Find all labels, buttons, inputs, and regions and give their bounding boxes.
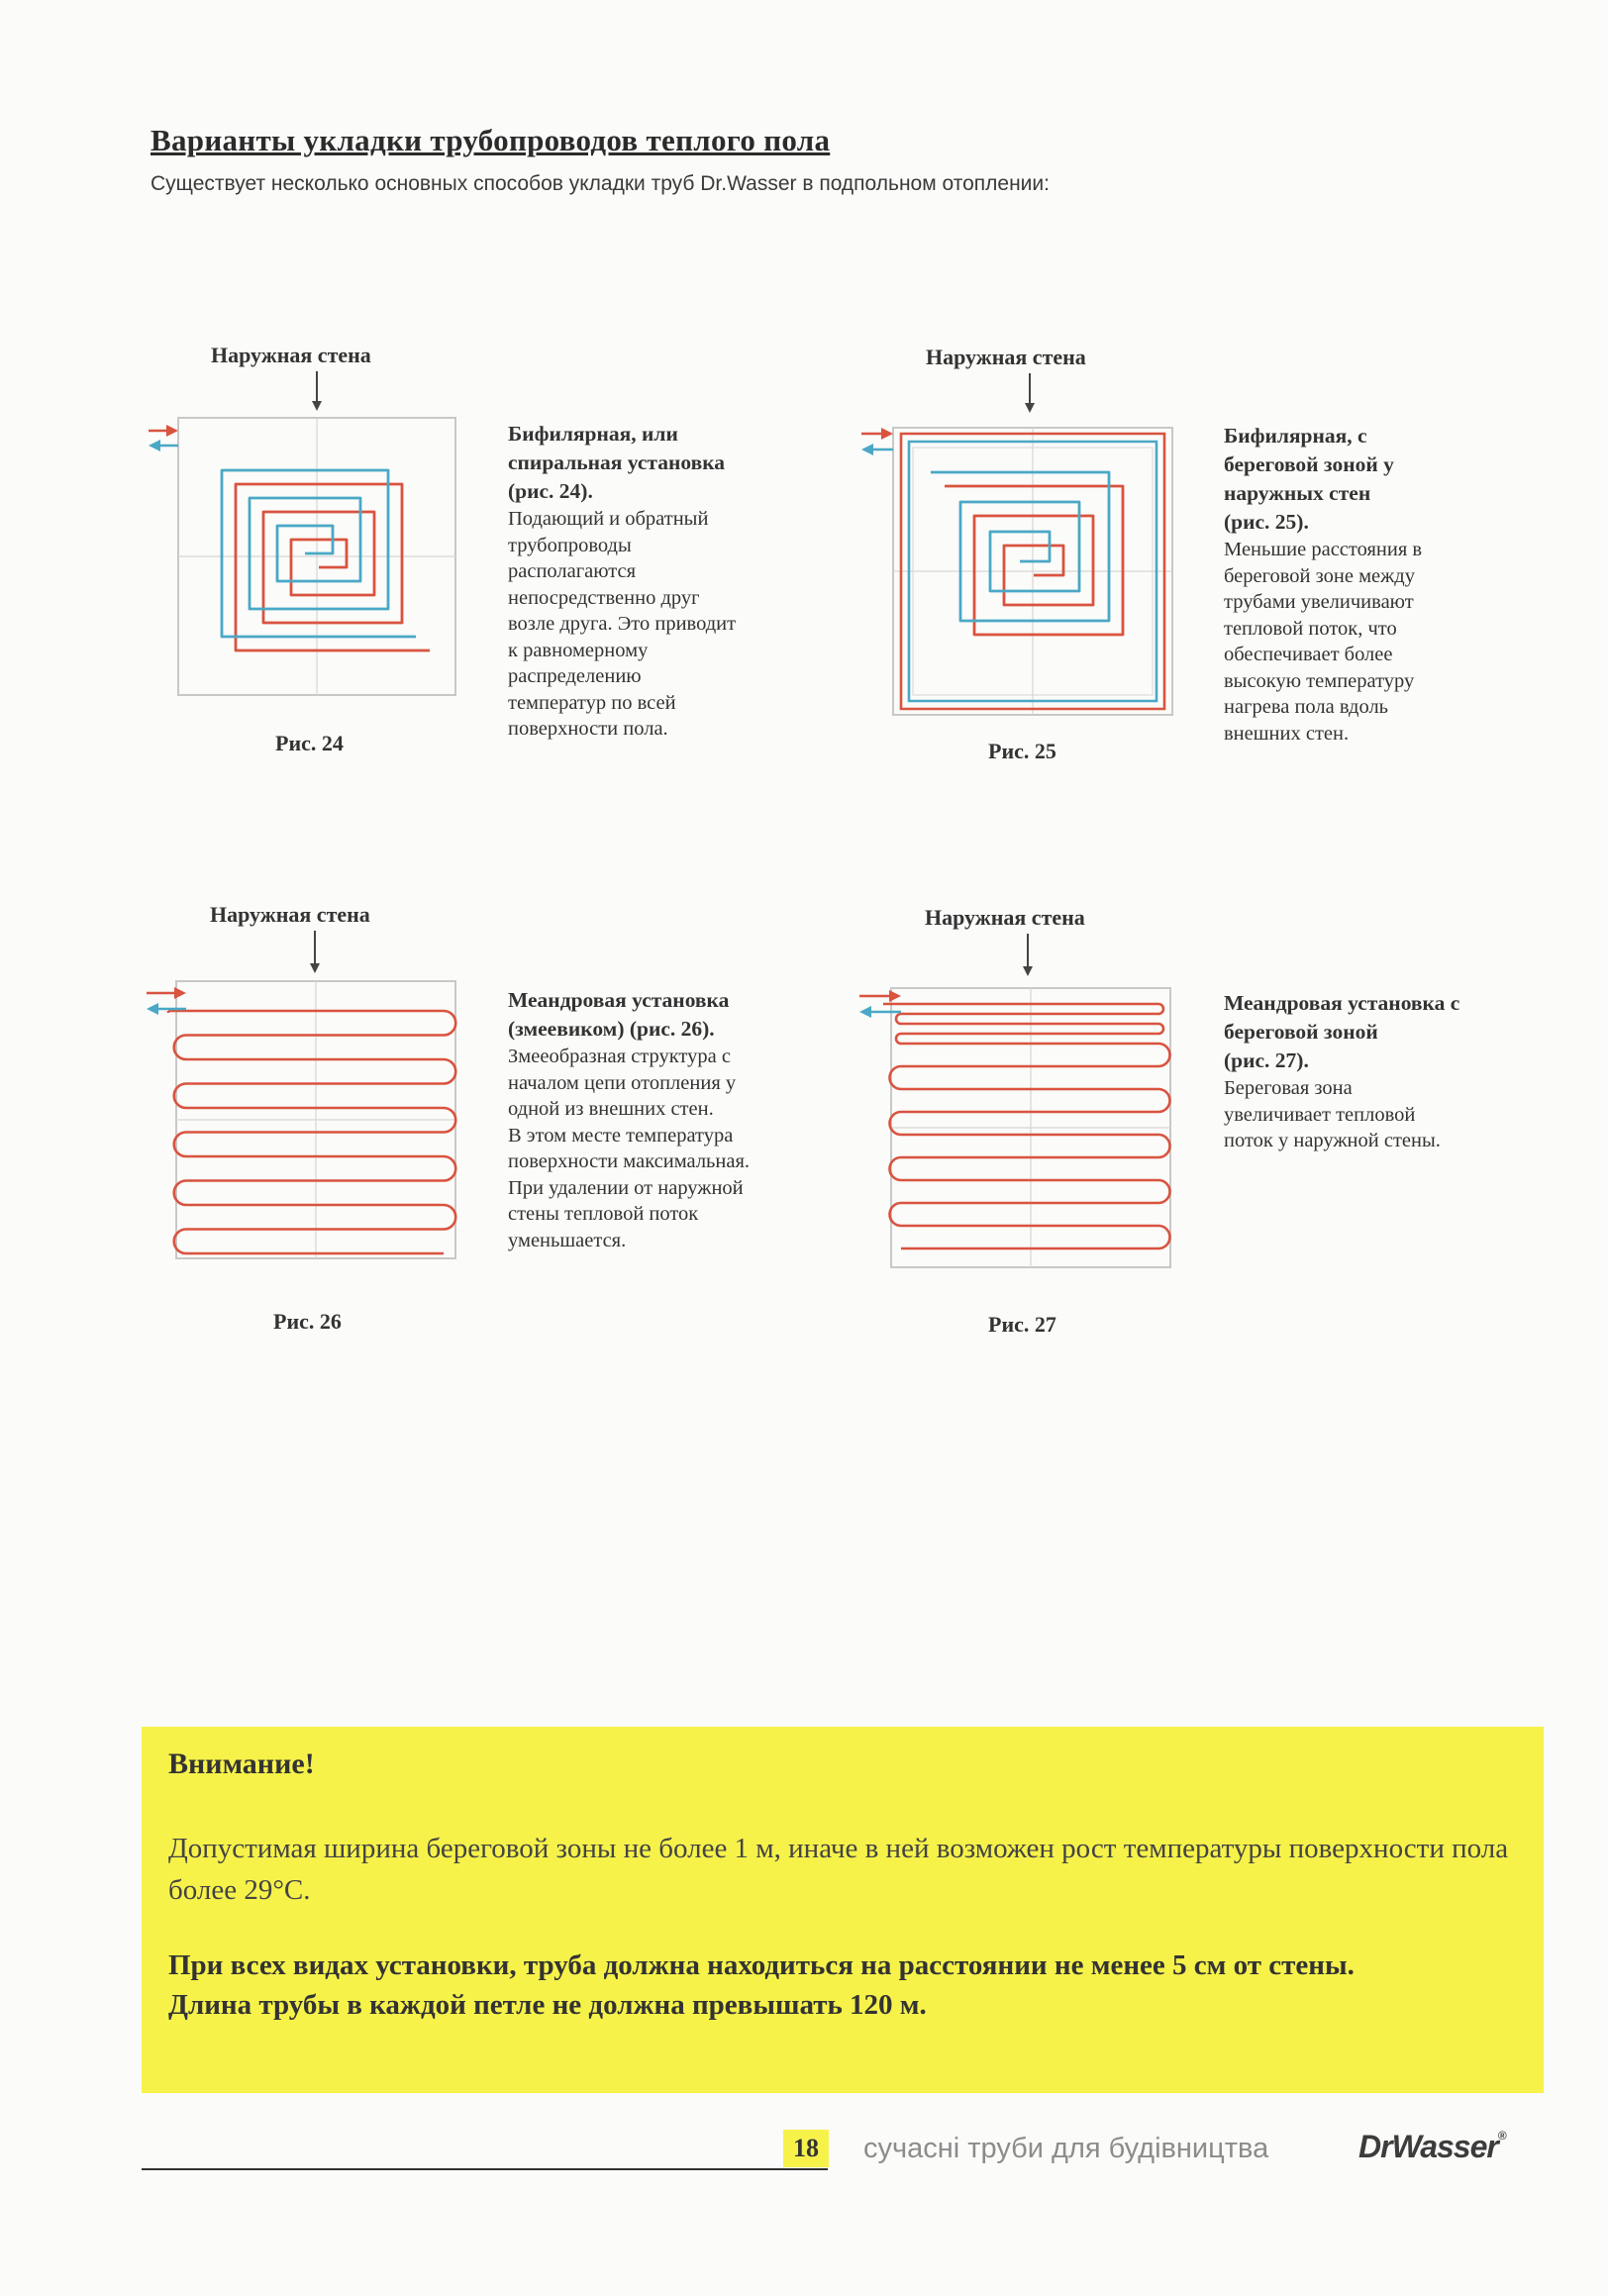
description-line: одной из внешних стен.	[508, 1098, 714, 1120]
description-line: высокую температуру	[1224, 669, 1415, 692]
description-line: Змееобразная структура с	[508, 1046, 731, 1067]
figure-caption: Рис. 27	[988, 1312, 1056, 1337]
supply-arrow-head	[166, 425, 178, 437]
meander-pipe	[883, 1004, 1170, 1248]
meander-pipe	[168, 1011, 455, 1253]
figure-25-description	[1224, 422, 1541, 747]
return-arrow-head	[147, 1003, 158, 1015]
description-line: возле друга. Это приводит	[508, 613, 737, 635]
description-line: уменьшается.	[508, 1229, 627, 1251]
supply-arrow-head	[881, 428, 893, 440]
figure-caption: Рис. 25	[988, 739, 1056, 763]
description-title: Меандровая установка с	[1224, 991, 1460, 1015]
description-line: береговой зоне между	[1224, 564, 1415, 587]
description-line: трубопроводы	[508, 534, 632, 556]
return-arrow-head	[149, 440, 160, 451]
description-title: Меандровая установка	[508, 988, 730, 1012]
wall-label: Наружная стена	[926, 345, 1086, 369]
description-title: (змеевиком) (рис. 26).	[508, 1017, 715, 1041]
footer-rule	[142, 2168, 828, 2170]
description-title: береговой зоной	[1224, 1020, 1378, 1044]
description-line: Подающий и обратный	[508, 508, 709, 530]
wall-label: Наружная стена	[925, 905, 1085, 930]
wall-arrow-head	[310, 963, 320, 973]
description-title: (рис. 25).	[1224, 510, 1309, 534]
description-title: наружных стен	[1224, 481, 1371, 505]
page-title: Варианты укладки трубопроводов теплого пола	[151, 123, 831, 157]
description-line: температур по всей	[508, 691, 676, 714]
wall-label: Наружная стена	[211, 343, 371, 367]
description-line: трубами увеличивают	[1224, 591, 1414, 613]
description-line: поверхности пола.	[508, 718, 668, 740]
figure-25-bifilar-edge-zone	[861, 368, 1198, 735]
wall-arrow-head	[1023, 966, 1033, 976]
description-line: Береговая зона	[1224, 1077, 1353, 1099]
wall-arrow-head	[312, 401, 322, 411]
figure-caption: Рис. 26	[273, 1309, 342, 1334]
description-line: внешних стен.	[1224, 722, 1350, 745]
description-line: к равномерному	[508, 639, 649, 661]
page-number: 18	[783, 2130, 829, 2167]
figure-24-description	[508, 420, 825, 743]
figure-caption: Рис. 24	[275, 731, 344, 755]
supply-arrow-head	[174, 987, 186, 999]
description-line: В этом месте температура	[508, 1124, 734, 1147]
figure-26-description	[508, 986, 825, 1253]
return-arrow-head	[859, 1006, 871, 1018]
attention-bold-paragraph	[168, 1946, 1525, 2025]
description-title: береговой зоной у	[1224, 452, 1394, 476]
description-line: распределению	[508, 665, 642, 687]
wall-label: Наружная стена	[210, 902, 370, 927]
supply-pipe	[236, 484, 430, 650]
figure-26-meander	[147, 926, 483, 1302]
registered-mark: ®	[1497, 2129, 1506, 2143]
description-title: спиральная установка	[508, 450, 726, 474]
attention-paragraph: Допустимая ширина береговой зоны не более 1 м, иначе в ней возможен рост температуры поверхности пола более 29°С.	[168, 1833, 1509, 1906]
attention-heading: Внимание!	[168, 1747, 315, 1780]
figure-27-description	[1224, 989, 1541, 1154]
brand-logo	[1358, 2129, 1506, 2165]
description-line: тепловой поток, что	[1224, 617, 1397, 640]
description-title: Бифилярная, с	[1224, 424, 1367, 448]
description-line: непосредственно друг	[508, 586, 700, 609]
description-line: При удалении от наружной	[508, 1176, 744, 1199]
figure-27-meander-edge-zone	[859, 929, 1196, 1305]
description-line: Меньшие расстояния в	[1224, 539, 1423, 560]
figure-24-bifilar-spiral	[149, 366, 485, 723]
description-line: поток у наружной стены.	[1224, 1130, 1441, 1151]
description-line: увеличивает тепловой	[1224, 1103, 1416, 1126]
page-intro: Существует несколько основных способов укладки труб Dr.Wasser в подпольном отоплении:	[151, 172, 1050, 195]
description-title: (рис. 27).	[1224, 1048, 1309, 1072]
brand-name: DrWasser	[1358, 2129, 1498, 2164]
return-pipe	[222, 470, 416, 637]
supply-arrow-head	[889, 990, 901, 1002]
description-line: обеспечивает более	[1224, 644, 1393, 665]
attention-bold-line: При всех видах установки, труба должна находиться на расстоянии не менее 5 см от стены.	[168, 1949, 1355, 1981]
description-line: стены тепловой поток	[508, 1203, 699, 1225]
description-line: началом цепи отопления у	[508, 1071, 737, 1094]
description-line: нагрева пола вдоль	[1224, 696, 1389, 718]
return-arrow-head	[861, 444, 873, 455]
wall-arrow-head	[1025, 403, 1035, 413]
description-line: располагаются	[508, 560, 637, 582]
footer-slogan: сучасні труби для будівництва	[863, 2133, 1269, 2164]
description-title: Бифилярная, или	[508, 422, 678, 446]
description-line: поверхности максимальная.	[508, 1150, 751, 1172]
description-title: (рис. 24).	[508, 479, 593, 503]
attention-bold-line: Длина трубы в каждой петле не должна превышать 120 м.	[168, 1989, 927, 2021]
